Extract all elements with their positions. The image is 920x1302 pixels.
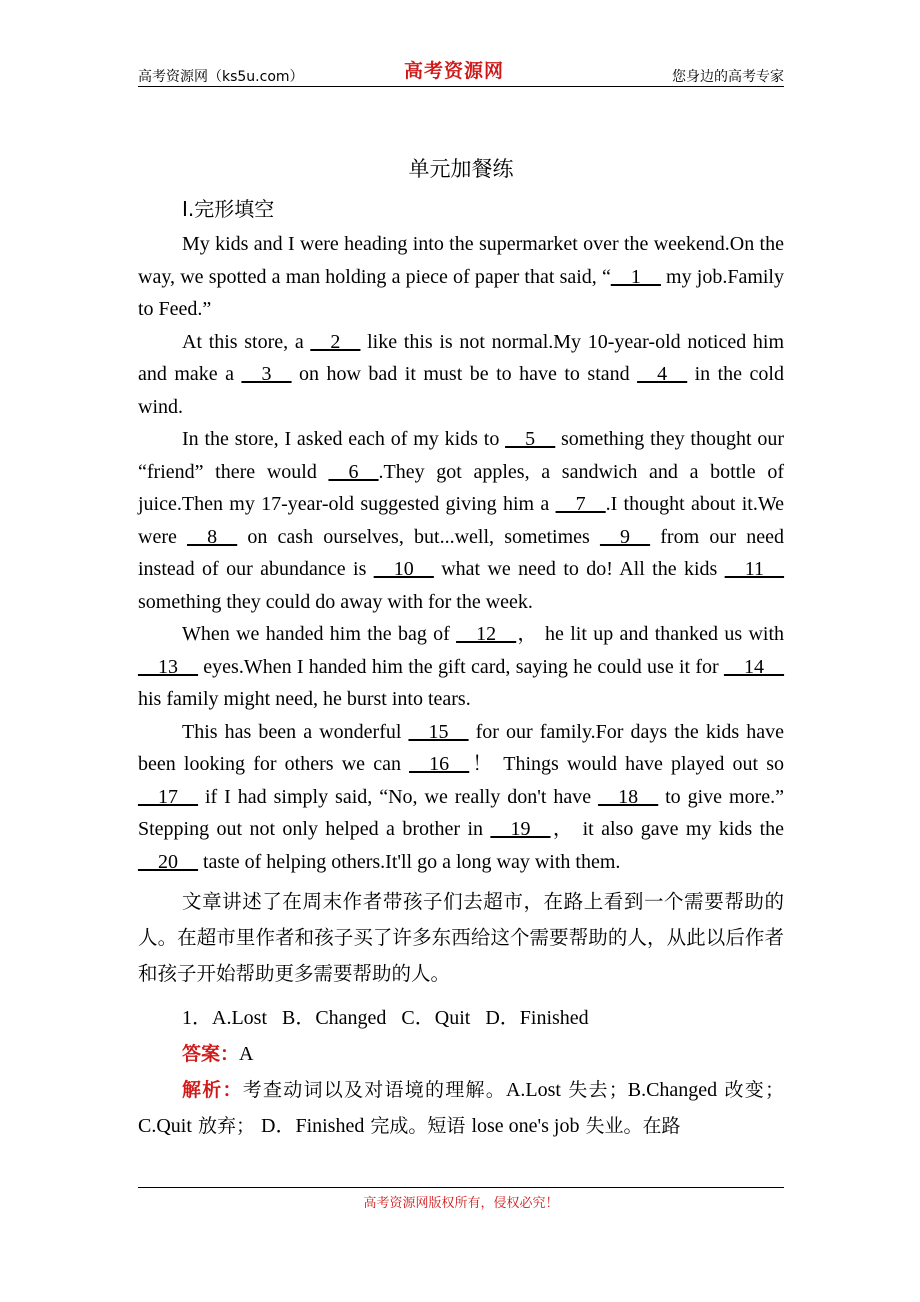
passage-text: At this store, a xyxy=(182,330,311,353)
passage-text: like this is not normal.My 10-year-old noticed him and make a xyxy=(138,330,784,385)
answer-value: A xyxy=(239,1043,254,1065)
cloze-blank: __16__ xyxy=(409,753,470,775)
cloze-blank: __14__ xyxy=(724,655,784,678)
header-site-name: 高考资源网（ks5u.com） xyxy=(138,69,304,85)
cloze-blank: __4__ xyxy=(637,363,688,385)
cloze-blank: __3__ xyxy=(241,363,292,385)
cloze-blank: __12__ xyxy=(456,623,517,645)
passage-text: what we need to do! All the kids xyxy=(433,558,725,580)
answer-line xyxy=(182,1036,784,1072)
passage-summary: 文章讲述了在周末作者带孩子们去超市，在路上看到一个需要帮助的人。在超市里作者和孩子买了许多东西给这个需要帮助的人，从此以后作者和孩子开始帮助更多需要帮助的人。 xyxy=(138,890,784,985)
cloze-blank: __7__ xyxy=(555,493,606,515)
analysis-part: A.Lost xyxy=(505,1079,561,1101)
passage-text: .They got apples, a sandwich and a bottle of juice.Then my 17-year-old suggested giving him a xyxy=(138,460,784,515)
passage-text: When we handed him the bag of xyxy=(182,623,457,645)
page-footer: 高考资源网版权所有，侵权必究！ xyxy=(138,1187,784,1211)
cloze-blank: __11__ xyxy=(724,558,784,580)
analysis-part: 考查动词以及对语境的理解。 xyxy=(242,1079,506,1101)
passage-text: ， it also gave my kids the xyxy=(550,818,784,840)
analysis-part: 放弃； xyxy=(191,1115,261,1137)
header-logo: 高考资源网 xyxy=(404,60,505,82)
passage-text: his family might need, he burst into tears. xyxy=(138,688,471,710)
cloze-blank: __8__ xyxy=(187,525,238,548)
passage-text: for our family.For days the kids have been looking for others we can xyxy=(138,720,785,775)
passage-paragraph xyxy=(138,618,784,716)
cloze-blank: __19__ xyxy=(490,818,551,840)
passage-text: in the cold wind. xyxy=(138,363,784,418)
question-1-options: 1．A.Lost B．Changed C．Quit D．Finished xyxy=(182,1007,589,1029)
passage-text: if I had simply said, “No, we really don't have xyxy=(198,785,599,808)
cloze-blank: __10__ xyxy=(373,558,434,580)
passage-text: .I thought about it.We were xyxy=(138,493,784,548)
page-header xyxy=(138,56,784,87)
analysis-part: 改变； xyxy=(717,1079,784,1101)
passage-paragraph xyxy=(138,716,784,879)
cloze-blank: __17__ xyxy=(138,785,198,808)
analysis-part: 失业。在路 xyxy=(579,1115,681,1137)
analysis-part: 失去； xyxy=(560,1079,628,1101)
passage-text: ， he lit up and thanked us with xyxy=(516,623,784,645)
cloze-blank: __20__ xyxy=(138,850,198,873)
answer-label: 答案： xyxy=(182,1043,240,1065)
analysis-label: 解析： xyxy=(182,1079,243,1101)
analysis-part: D．Finished xyxy=(261,1115,365,1137)
passage-text: on how bad it must be to have to stand xyxy=(291,363,638,385)
passage-paragraph xyxy=(138,228,784,326)
analysis-part: C.Quit xyxy=(138,1115,192,1137)
cloze-blank: __2__ xyxy=(310,330,361,353)
document-body xyxy=(138,154,784,1144)
header-slogan: 您身边的高考专家 xyxy=(672,69,784,85)
passage-text: My kids and I were heading into the supermarket over the weekend.On the way, we spotted a man holding a piece of paper that said, “ xyxy=(138,233,784,288)
passage-text: something they could do away with for the week. xyxy=(138,590,533,613)
passage-paragraph xyxy=(138,423,784,618)
passage-text: taste of helping others.It'll go a long way with them. xyxy=(198,850,621,873)
section-heading: Ⅰ.完形填空 xyxy=(182,197,275,221)
analysis-paragraph xyxy=(138,1072,784,1144)
passage-text: from our need instead of our abundance is xyxy=(138,525,785,580)
passage-text: on cash ourselves, but...well, sometimes xyxy=(237,525,601,548)
cloze-blank: __18__ xyxy=(598,785,659,808)
page-title: 单元加餐练 xyxy=(408,157,514,181)
passage-text: something they thought our “friend” there would xyxy=(138,428,784,483)
cloze-blank: __5__ xyxy=(505,428,556,450)
cloze-blank: __13__ xyxy=(138,655,198,678)
passage-text: In the store, I asked each of my kids to xyxy=(182,428,506,450)
passage-text: ！ Things would have played out so xyxy=(469,753,784,775)
passage-text: my job.Family to Feed.” xyxy=(138,265,784,320)
cloze-blank: __1__ xyxy=(610,265,661,288)
passage-paragraph xyxy=(138,326,784,424)
cloze-blank: __6__ xyxy=(328,460,379,483)
analysis-part: lose one's job xyxy=(471,1115,580,1137)
passage-text: This has been a wonderful xyxy=(182,720,409,743)
cloze-blank: __9__ xyxy=(600,525,651,548)
passage-text: to give more.” Stepping out not only helped a brother in xyxy=(138,785,784,840)
analysis-part: B.Changed xyxy=(627,1079,718,1101)
cloze-blank: __15__ xyxy=(408,720,469,743)
cloze-passage xyxy=(138,228,784,878)
analysis-part: 完成。短语 xyxy=(364,1115,472,1137)
passage-text: eyes.When I handed him the gift card, saying he could use it for xyxy=(198,655,724,678)
